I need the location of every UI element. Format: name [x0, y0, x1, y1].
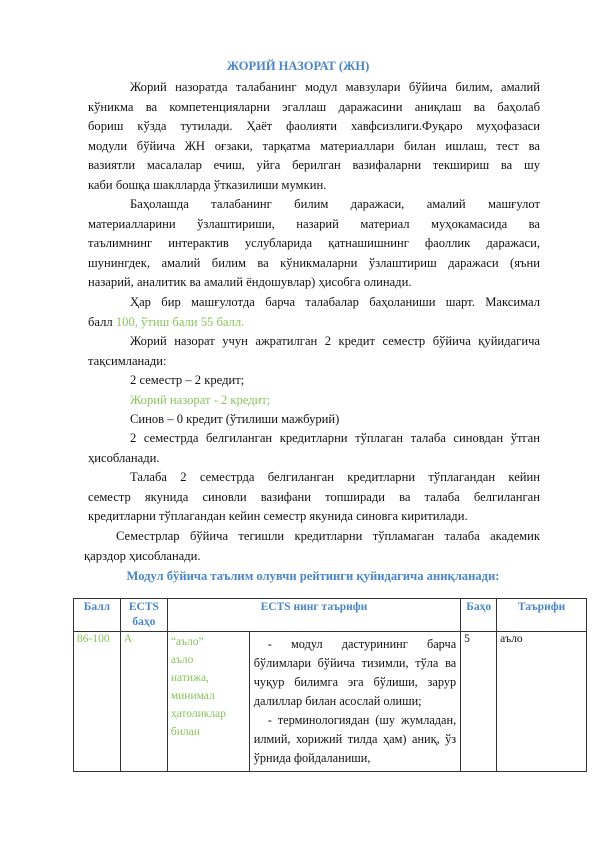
list-item: 2 семестр – 2 кредит;: [130, 373, 245, 387]
p3-line: [88, 313, 540, 333]
p6-line: кредитларни тўплагандан кейин семестр якунида синовга киритилади.: [88, 509, 468, 523]
p6-line: семестр якунида синовли вазифани топширади ва талаба белгиланган: [88, 489, 540, 504]
p1-line: Жорий назоратда талабанинг модул мавзулари бўйича билим, амалий: [130, 80, 540, 94]
table-header-row: [74, 599, 587, 632]
cell-tarifi: аъло: [497, 632, 587, 772]
cell-ects: A: [120, 632, 167, 772]
p2-line: Баҳолашда талабанинг билим даражаси, амалий машғулот: [130, 197, 540, 211]
description-item: - терминологиядан (шу жумладан, илмий, хорижий тилда ҳам) аниқ, ўз ўрнида фойдаланиши,: [253, 713, 457, 765]
rating-table: [73, 598, 587, 772]
credit-list: [88, 371, 540, 430]
p1-line: вазиятли масалалар ечиш, уйга берилган вазифаларни текшириш ва шу: [88, 158, 540, 172]
paragraph-1: [88, 78, 540, 195]
p1-line: бориш кўзда тутилади. Ҳаёт фаолияти хавфсизлиги.Фуқаро муҳофазаси: [88, 119, 540, 133]
p1-line: модули бўйича ЖН оғзаки, тарқатма материаллари билан ишлаш, тест ва: [88, 138, 540, 153]
p2-line: шунингдек, амалий билим ва кўникмаларни ўзлаштириш даражаси (яъни: [88, 255, 540, 270]
paragraph-3: [88, 293, 540, 332]
phrase-line: аъло: [170, 654, 194, 666]
description-item: - модул дастурининг барча бўлимлари бўйича тизимли, тўла ва чуқур билимга эга бўлиши, зарур далиллар билан асослай олиши;: [253, 637, 457, 708]
paragraph-7: [84, 527, 540, 566]
phrase-line: “аъло”: [170, 636, 204, 648]
p4-line: тақсимланади:: [88, 353, 167, 368]
header-ball: Балл: [74, 599, 121, 632]
header-tarifi: Таърифи: [497, 599, 587, 632]
phrase-line: ҳатоликлар: [170, 708, 226, 720]
header-ects: ECTS баҳо: [120, 599, 167, 632]
cell-baho: 5: [461, 632, 497, 772]
p7-line: қарздор ҳисобланади.: [84, 548, 201, 563]
p5-line: ҳисобланади.: [88, 450, 160, 465]
section-subtitle: Модул бўйича таълим олувчи рейтинги қуйидагича аниқланади:: [126, 569, 500, 583]
list-item: Синов – 0 кредит (ўтилиши мажбурий): [130, 412, 340, 426]
paragraph-4: [88, 332, 540, 371]
cell-ball: 86-100: [74, 632, 121, 772]
header-baho: Баҳо: [461, 599, 497, 632]
header-ects-desc: ECTS нинг таърифи: [167, 599, 460, 632]
list-item: Жорий назорат - 2 кредит;: [130, 392, 271, 407]
phrase-line: минимал: [170, 690, 215, 702]
paragraph-2: [88, 195, 540, 293]
p4-line: Жорий назорат учун ажратилган 2 кредит семестр бўйича қуйидагича: [130, 334, 540, 348]
table-row: [74, 632, 587, 772]
p3-line: Ҳар бир машғулотда барча талабалар баҳоланиши шарт. Максимал: [130, 295, 540, 309]
p7-line: Семестрлар бўйича тегишли кредитларни тўпламаган талаба академик: [116, 529, 540, 543]
p3-highlight: 100, ўтиш бали 55 балл.: [115, 314, 245, 329]
paragraph-5: [88, 429, 540, 468]
p5-line: 2 семестрда белгиланган кредитларни тўплаган талаба синовдан ўтган: [130, 431, 540, 445]
phrase-line: билан: [170, 726, 200, 738]
p6-line: Талаба 2 семестрда белгиланган кредитларни тўплагандан кейин: [130, 470, 540, 484]
p3-prefix: балл: [88, 314, 113, 329]
cell-description: [249, 632, 460, 772]
p1-line: каби бошқа шаклларда ўтказилиши мумкин.: [88, 177, 327, 192]
p1-line: кўникма ва компетенцияларни эгаллаш даражасини аниқлаш ва баҳолаб: [88, 99, 540, 114]
p2-line: назарий, аналитик ва амалий ёндошувлар) ҳисобга олинади.: [88, 275, 412, 289]
cell-phrase: [167, 632, 249, 772]
paragraph-6: [88, 468, 540, 527]
page-title: ЖОРИЙ НАЗОРАТ (ЖН): [226, 59, 370, 73]
p2-line: материалларини ўзлаштириши, назарий материал муҳокамасида ва: [88, 216, 540, 231]
p2-line: таълимнинг интерактив услубларида қатнашишнинг фаоллик даражаси,: [88, 236, 540, 250]
phrase-line: натижа,: [170, 672, 209, 684]
